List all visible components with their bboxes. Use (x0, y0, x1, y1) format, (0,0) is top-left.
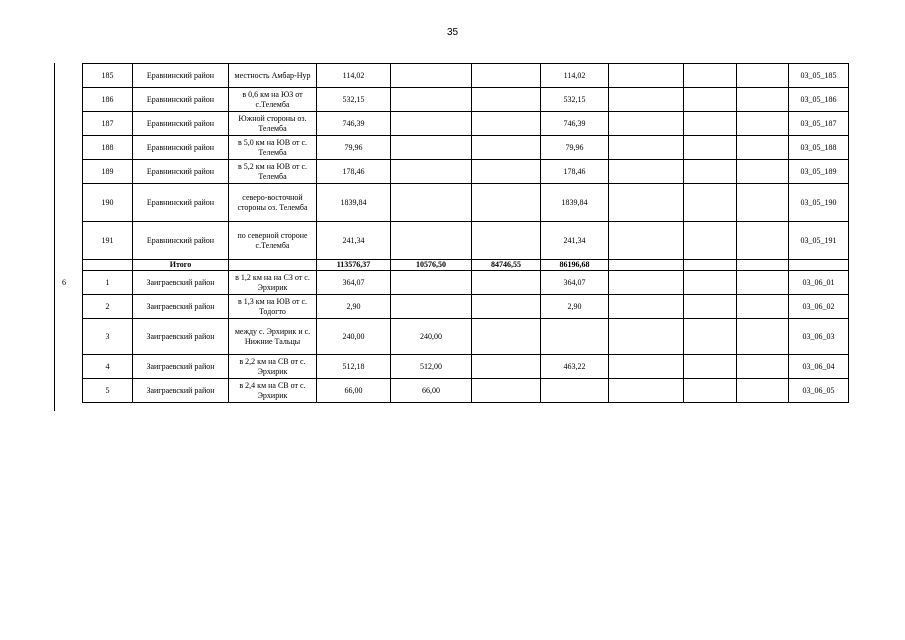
value-cell-4: 241,34 (541, 222, 609, 260)
value-cell-7 (737, 319, 789, 355)
value-cell-3 (472, 160, 541, 184)
district-cell: Заиграевский район (133, 379, 229, 403)
value-cell-2 (391, 295, 472, 319)
table-row (83, 136, 849, 160)
value-cell-3 (472, 112, 541, 136)
value-cell-7 (737, 355, 789, 379)
value-cell-6 (684, 64, 737, 88)
value-cell-4: 463,22 (541, 355, 609, 379)
value-cell-4: 79,96 (541, 136, 609, 160)
district-cell: Еравнинский район (133, 64, 229, 88)
value-cell-3 (472, 136, 541, 160)
value-cell-2 (391, 64, 472, 88)
row-number: 190 (83, 184, 133, 222)
location-cell: местность Амбар-Нур (229, 64, 317, 88)
district-cell: Заиграевский район (133, 295, 229, 319)
value-cell-3 (472, 379, 541, 403)
value-cell-1: 2,90 (317, 295, 391, 319)
table-row (83, 295, 849, 319)
value-cell-5 (609, 271, 684, 295)
table-row (83, 112, 849, 136)
district-cell: Заиграевский район (133, 355, 229, 379)
value-cell-2 (391, 222, 472, 260)
value-cell-4: 178,46 (541, 160, 609, 184)
value-cell-7 (737, 295, 789, 319)
code-cell: 03_06_01 (789, 271, 849, 295)
value-cell-6 (684, 112, 737, 136)
value-cell-3 (472, 355, 541, 379)
value-cell-3 (472, 319, 541, 355)
value-cell-1: 114,02 (317, 64, 391, 88)
value-cell-4: 114,02 (541, 64, 609, 88)
row-number: 4 (83, 355, 133, 379)
value-cell-2 (391, 160, 472, 184)
value-cell-4 (541, 379, 609, 403)
value-cell-5 (609, 136, 684, 160)
value-cell-3 (472, 184, 541, 222)
location-cell: по северной стороне с.Телемба (229, 222, 317, 260)
code-cell: 03_05_186 (789, 88, 849, 112)
total-row (83, 260, 849, 271)
value-cell-2 (391, 184, 472, 222)
value-cell-7 (737, 160, 789, 184)
value-cell-1: 241,34 (317, 222, 391, 260)
value-cell-6 (684, 184, 737, 222)
row-number: 191 (83, 222, 133, 260)
row-number: 2 (83, 295, 133, 319)
row-number: 185 (83, 64, 133, 88)
value-cell-3 (472, 222, 541, 260)
page-number: 35 (446, 27, 459, 38)
district-cell: Еравнинский район (133, 88, 229, 112)
total-c4: 86196,68 (541, 260, 609, 271)
value-cell-5 (609, 379, 684, 403)
value-cell-5 (609, 355, 684, 379)
value-cell-1: 746,39 (317, 112, 391, 136)
value-cell-5 (609, 112, 684, 136)
location-cell: Южной стороны оз. Телемба (229, 112, 317, 136)
value-cell-7 (737, 88, 789, 112)
location-cell: в 1,3 км на ЮВ от с. Тодогто (229, 295, 317, 319)
value-cell-3 (472, 64, 541, 88)
value-cell-1: 532,15 (317, 88, 391, 112)
value-cell-3 (472, 271, 541, 295)
location-cell: в 2,4 км на СВ от с. Эрхирик (229, 379, 317, 403)
table-row (83, 88, 849, 112)
value-cell-7 (737, 112, 789, 136)
value-cell-5 (609, 64, 684, 88)
value-cell-2 (391, 271, 472, 295)
code-cell: 03_05_190 (789, 184, 849, 222)
code-cell: 03_06_04 (789, 355, 849, 379)
row-number: 189 (83, 160, 133, 184)
value-cell-6 (684, 355, 737, 379)
value-cell-2: 240,00 (391, 319, 472, 355)
value-cell-7 (737, 271, 789, 295)
value-cell-6 (684, 88, 737, 112)
location-cell: северо-восточной стороны оз. Телемба (229, 184, 317, 222)
code-cell: 03_05_191 (789, 222, 849, 260)
row-number: 186 (83, 88, 133, 112)
total-c2: 10576,50 (391, 260, 472, 271)
value-cell-1: 178,46 (317, 160, 391, 184)
value-cell-4: 364,07 (541, 271, 609, 295)
value-cell-5 (609, 160, 684, 184)
value-cell-1: 66,00 (317, 379, 391, 403)
value-cell-3 (472, 88, 541, 112)
total-c3: 84746,55 (472, 260, 541, 271)
value-cell-7 (737, 222, 789, 260)
value-cell-1: 1839,84 (317, 184, 391, 222)
row-number: 188 (83, 136, 133, 160)
district-cell: Еравнинский район (133, 160, 229, 184)
value-cell-5 (609, 88, 684, 112)
district-cell: Еравнинский район (133, 222, 229, 260)
location-cell: в 5,0 км на ЮВ от с. Телемба (229, 136, 317, 160)
value-cell-1: 512,18 (317, 355, 391, 379)
code-cell: 03_06_03 (789, 319, 849, 355)
value-cell-2 (391, 136, 472, 160)
table-row (83, 355, 849, 379)
value-cell-5 (609, 184, 684, 222)
value-cell-4: 1839,84 (541, 184, 609, 222)
code-cell: 03_06_05 (789, 379, 849, 403)
value-cell-6 (684, 271, 737, 295)
value-cell-1: 240,00 (317, 319, 391, 355)
value-cell-7 (737, 184, 789, 222)
code-cell: 03_05_188 (789, 136, 849, 160)
value-cell-5 (609, 295, 684, 319)
location-cell: в 5,2 км на ЮВ от с. Телемба (229, 160, 317, 184)
value-cell-2: 512,00 (391, 355, 472, 379)
value-cell-1: 79,96 (317, 136, 391, 160)
value-cell-4: 532,15 (541, 88, 609, 112)
table-row (83, 319, 849, 355)
location-cell: в 2,2 км на СВ от с. Эрхирик (229, 355, 317, 379)
code-cell: 03_05_187 (789, 112, 849, 136)
value-cell-2 (391, 112, 472, 136)
code-cell: 03_05_185 (789, 64, 849, 88)
table-row (83, 379, 849, 403)
value-cell-2: 66,00 (391, 379, 472, 403)
row-number: 5 (83, 379, 133, 403)
value-cell-6 (684, 379, 737, 403)
district-cell: Еравнинский район (133, 112, 229, 136)
table-row (83, 160, 849, 184)
location-cell: в 1,2 км на на СЗ от с. Эрхирик (229, 271, 317, 295)
row-number: 187 (83, 112, 133, 136)
table-row (83, 271, 849, 295)
value-cell-6 (684, 222, 737, 260)
total-label: Итого (133, 260, 229, 271)
value-cell-7 (737, 136, 789, 160)
value-cell-6 (684, 319, 737, 355)
table-row (83, 184, 849, 222)
value-cell-2 (391, 88, 472, 112)
location-cell: в 0,6 км на ЮЗ от с.Телемба (229, 88, 317, 112)
value-cell-3 (472, 295, 541, 319)
value-cell-1: 364,07 (317, 271, 391, 295)
value-cell-6 (684, 136, 737, 160)
value-cell-7 (737, 379, 789, 403)
code-cell: 03_06_02 (789, 295, 849, 319)
value-cell-7 (737, 64, 789, 88)
district-cell: Еравнинский район (133, 136, 229, 160)
value-cell-4: 2,90 (541, 295, 609, 319)
data-table (82, 63, 849, 403)
row-number: 3 (83, 319, 133, 355)
district-cell: Еравнинский район (133, 184, 229, 222)
total-c1: 113576,37 (317, 260, 391, 271)
location-cell: между с. Эрхирик и с. Нижние Тальцы (229, 319, 317, 355)
value-cell-5 (609, 319, 684, 355)
value-cell-6 (684, 295, 737, 319)
value-cell-5 (609, 222, 684, 260)
row-number: 1 (83, 271, 133, 295)
district-cell: Заиграевский район (133, 319, 229, 355)
table-row (83, 64, 849, 88)
value-cell-6 (684, 160, 737, 184)
code-cell: 03_05_189 (789, 160, 849, 184)
district-cell: Заиграевский район (133, 271, 229, 295)
region-number: 6 (62, 278, 66, 287)
table-row (83, 222, 849, 260)
value-cell-4: 746,39 (541, 112, 609, 136)
value-cell-4 (541, 319, 609, 355)
region-column (54, 63, 83, 411)
